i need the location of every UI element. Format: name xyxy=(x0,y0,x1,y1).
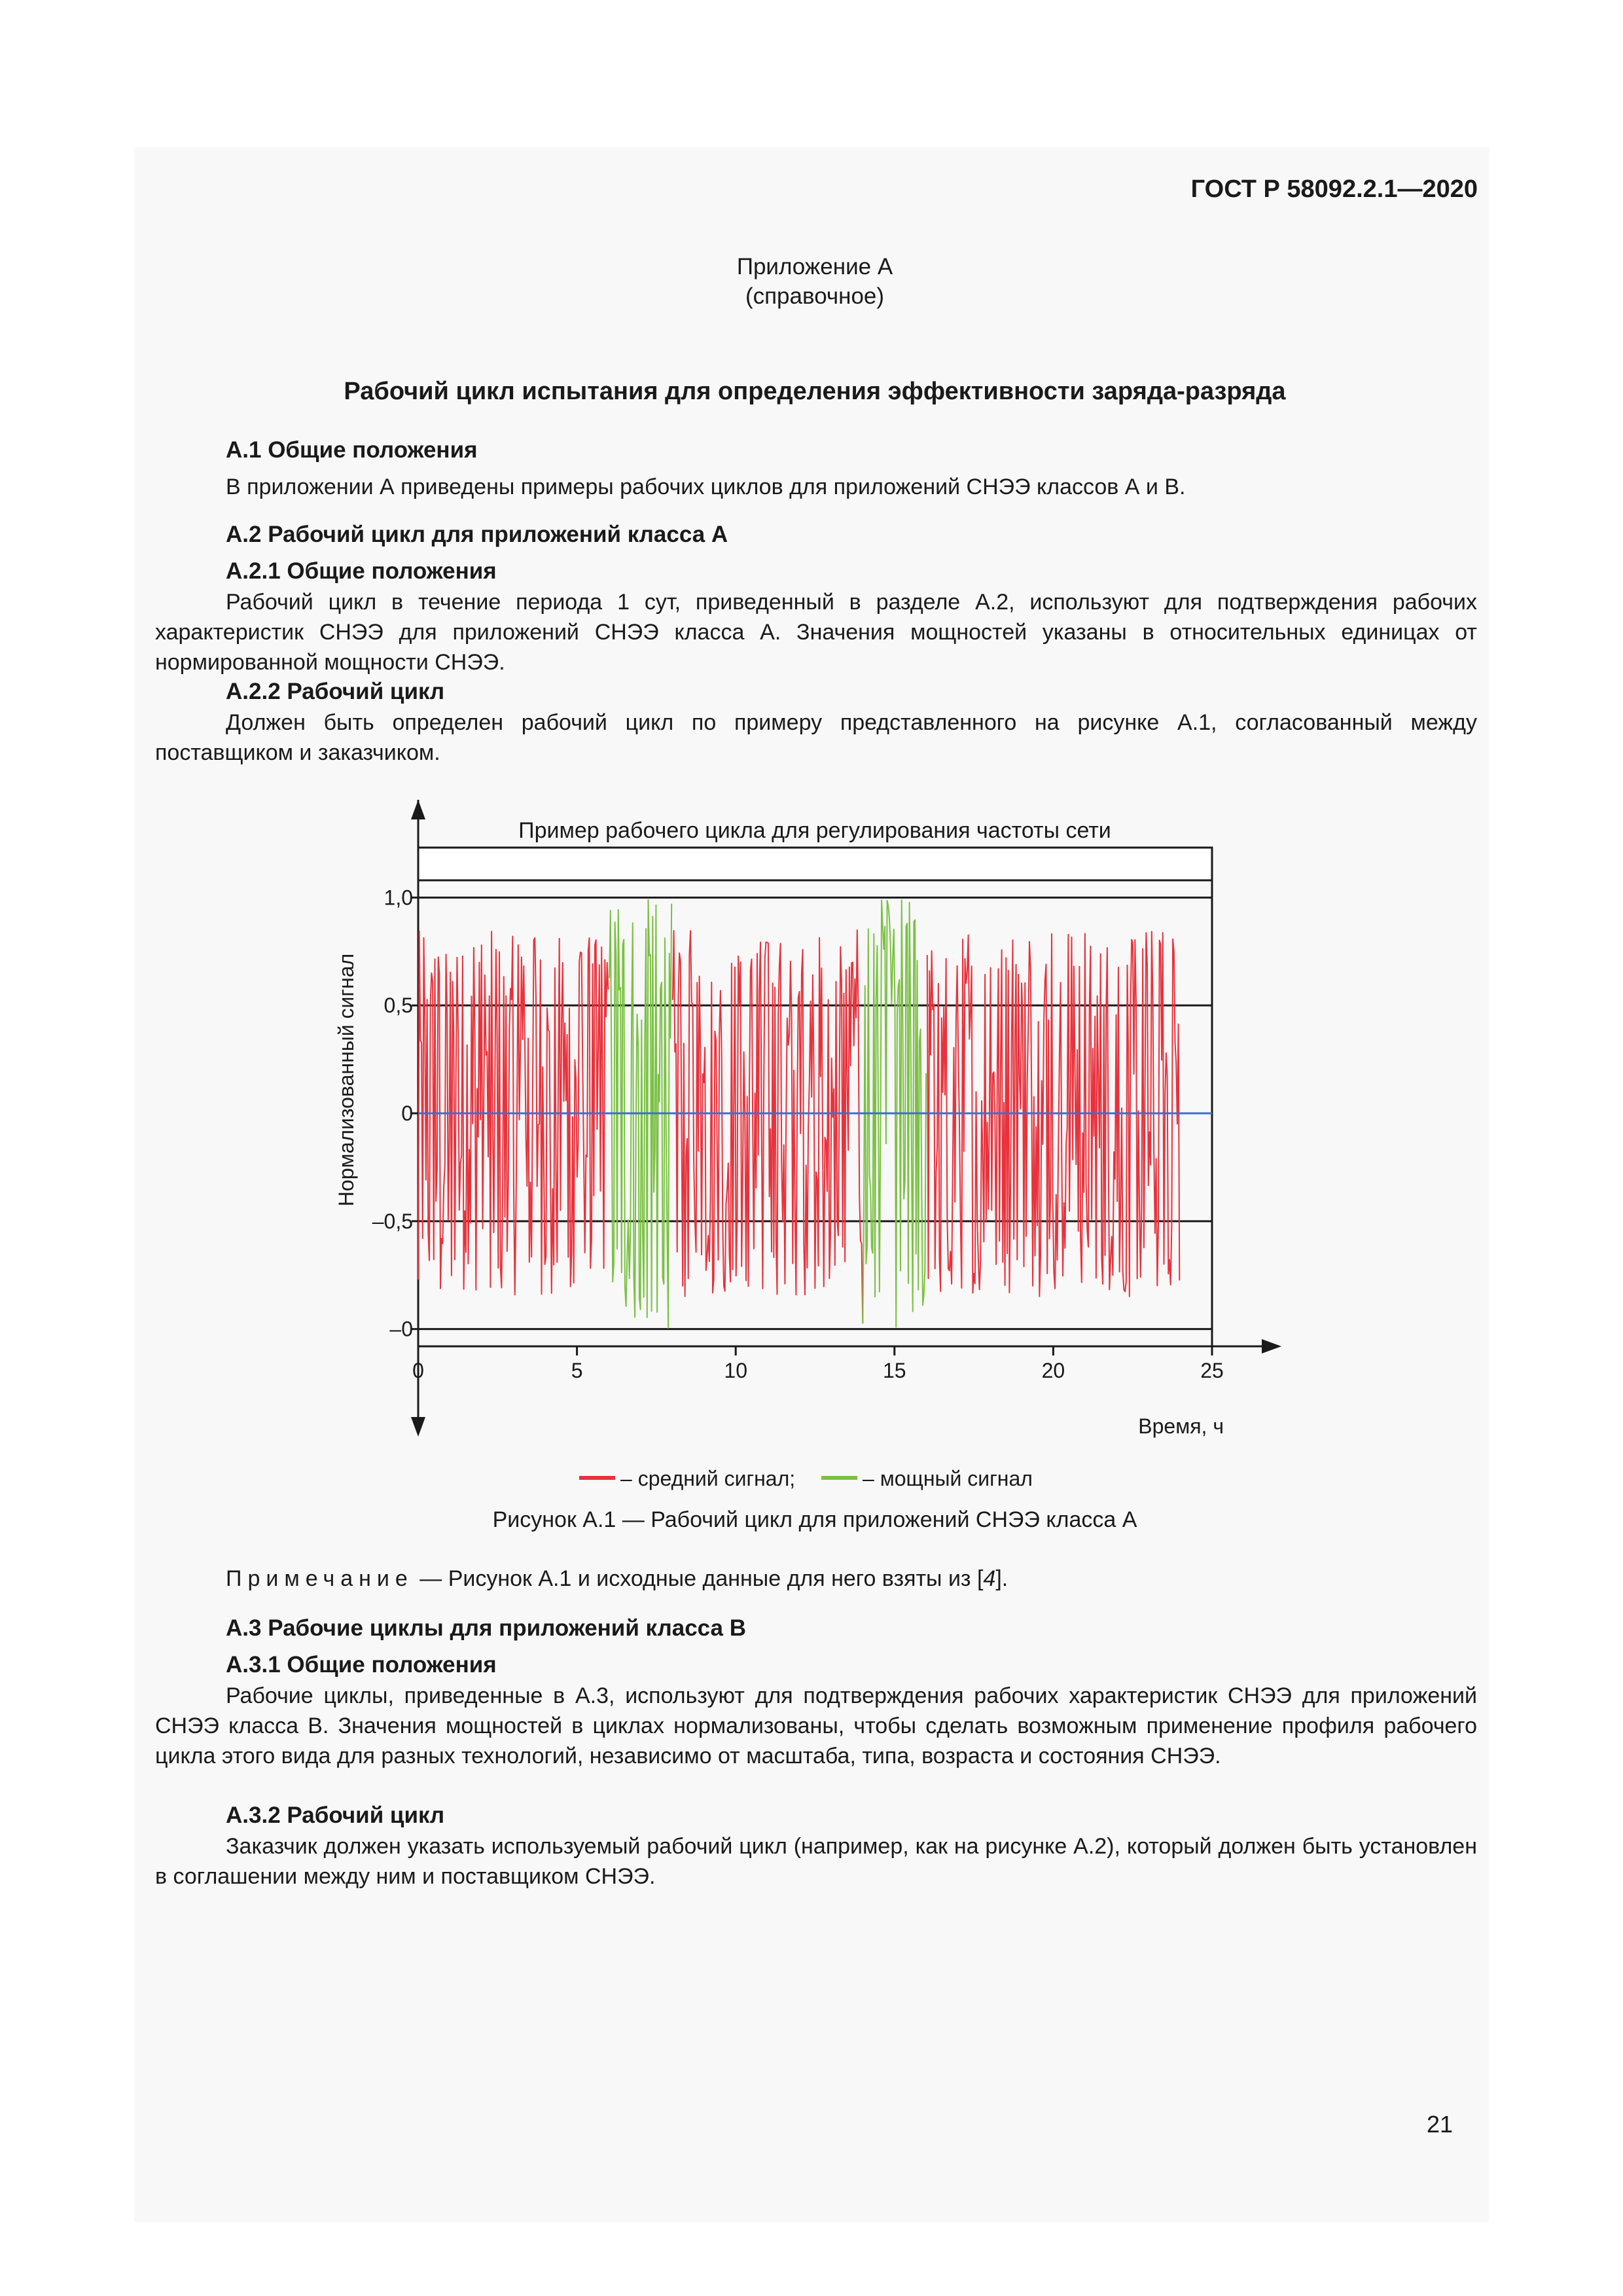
section-a31-text-body: Рабочие циклы, приведенные в А.3, используют для подтверждения рабочих характеристик СНЭЭ для приложений СНЭЭ класса В. Значения мощностей в циклах нормализованы, чтобы сделать возможным применение профиля рабочего цикла этого вида для разных технологий, независимо от масштаба, типа, возраста и состояния СНЭЭ. xyxy=(155,1683,1477,1768)
section-a21-heading: А.2.1 Общие положения xyxy=(226,558,497,584)
note-text-after: ]. xyxy=(995,1566,1008,1591)
section-a1-heading: А.1 Общие положения xyxy=(226,437,478,463)
section-a21-text xyxy=(155,587,1477,677)
x-tick-label: 10 xyxy=(724,1359,747,1382)
x-tick-label: 20 xyxy=(1041,1359,1065,1382)
section-a21-text-body: Рабочий цикл в течение периода 1 сут, приведенный в разделе А.2, используют для подтверждения рабочих характеристик СНЭЭ для приложений СНЭЭ класса А. Значения мощностей указаны в относительных единицах от нормированной мощности СНЭЭ. xyxy=(155,590,1477,675)
page-number: 21 xyxy=(1427,2111,1454,2138)
figure-caption: Рисунок А.1 — Рабочий цикл для приложений СНЭЭ класса А xyxy=(492,1507,1137,1532)
title-band xyxy=(418,848,1212,880)
section-a3-heading: А.3 Рабочие циклы для приложений класса В xyxy=(226,1615,747,1641)
figure-note xyxy=(226,1566,1008,1592)
y-tick-label: 1,0 xyxy=(383,886,413,910)
legend-label-average: – средний сигнал; xyxy=(620,1467,796,1490)
note-text-before: Рисунок А.1 и исходные данные для него взяты из [ xyxy=(448,1566,984,1591)
section-a32-heading: А.3.2 Рабочий цикл xyxy=(226,1803,445,1828)
x-tick-label: 0 xyxy=(412,1359,424,1382)
section-a22-heading: А.2.2 Рабочий цикл xyxy=(226,679,445,704)
y-tick-label: 0,5 xyxy=(383,994,413,1018)
section-a32-text xyxy=(155,1831,1477,1892)
section-a1-text: В приложении А приведены примеры рабочих циклов для приложений СНЭЭ классов А и В. xyxy=(226,475,1186,499)
note-reference: 4 xyxy=(983,1566,996,1591)
y-axis-up-arrow-icon xyxy=(411,800,425,819)
legend-label-power: – мощный сигнал xyxy=(863,1467,1033,1490)
section-a32-text-body: Заказчик должен указать используемый рабочий цикл (например, как на рисунке А.2), который должен быть установлен в соглашении между ним и поставщиком СНЭЭ. xyxy=(155,1834,1477,1889)
document-code: ГОСТ Р 58092.2.1—2020 xyxy=(1190,175,1478,203)
x-tick-label: 5 xyxy=(571,1359,583,1382)
section-a31-text xyxy=(155,1681,1477,1771)
note-label: Примечание xyxy=(226,1566,414,1591)
main-title: Рабочий цикл испытания для определения эффективности заряда-разряда xyxy=(344,378,1286,405)
y-tick-label: 0 xyxy=(401,1102,413,1125)
figure-a1-chart xyxy=(314,785,1309,1492)
chart-title: Пример рабочего цикла для регулирования частоты сети xyxy=(518,818,1111,843)
y-tick-label: –0 xyxy=(389,1317,413,1341)
x-axis-label: Время, ч xyxy=(1138,1414,1224,1438)
y-tick-label: –0,5 xyxy=(372,1209,413,1233)
x-tick-label: 25 xyxy=(1200,1359,1224,1382)
series-lines xyxy=(418,900,1212,1328)
section-a22-text xyxy=(155,708,1477,768)
series-line-average xyxy=(673,930,863,1323)
section-a22-text-body: Должен быть определен рабочий цикл по примеру представленного на рисунке А.1, согласованный между поставщиком и заказчиком. xyxy=(155,710,1477,765)
legend xyxy=(579,1467,1033,1490)
appendix-title: Приложение А xyxy=(736,254,893,279)
appendix-subtitle: (справочное) xyxy=(745,283,885,309)
note-dash: — xyxy=(413,1566,448,1591)
section-a2-heading: А.2 Рабочий цикл для приложений класса А xyxy=(226,522,728,547)
y-axis-down-arrow-icon xyxy=(411,1417,425,1437)
y-axis-label: Нормализованный сигнал xyxy=(334,953,358,1207)
section-a31-heading: А.3.1 Общие положения xyxy=(226,1652,497,1677)
x-axis-arrow-icon xyxy=(1262,1339,1281,1354)
x-tick-label: 15 xyxy=(883,1359,906,1382)
